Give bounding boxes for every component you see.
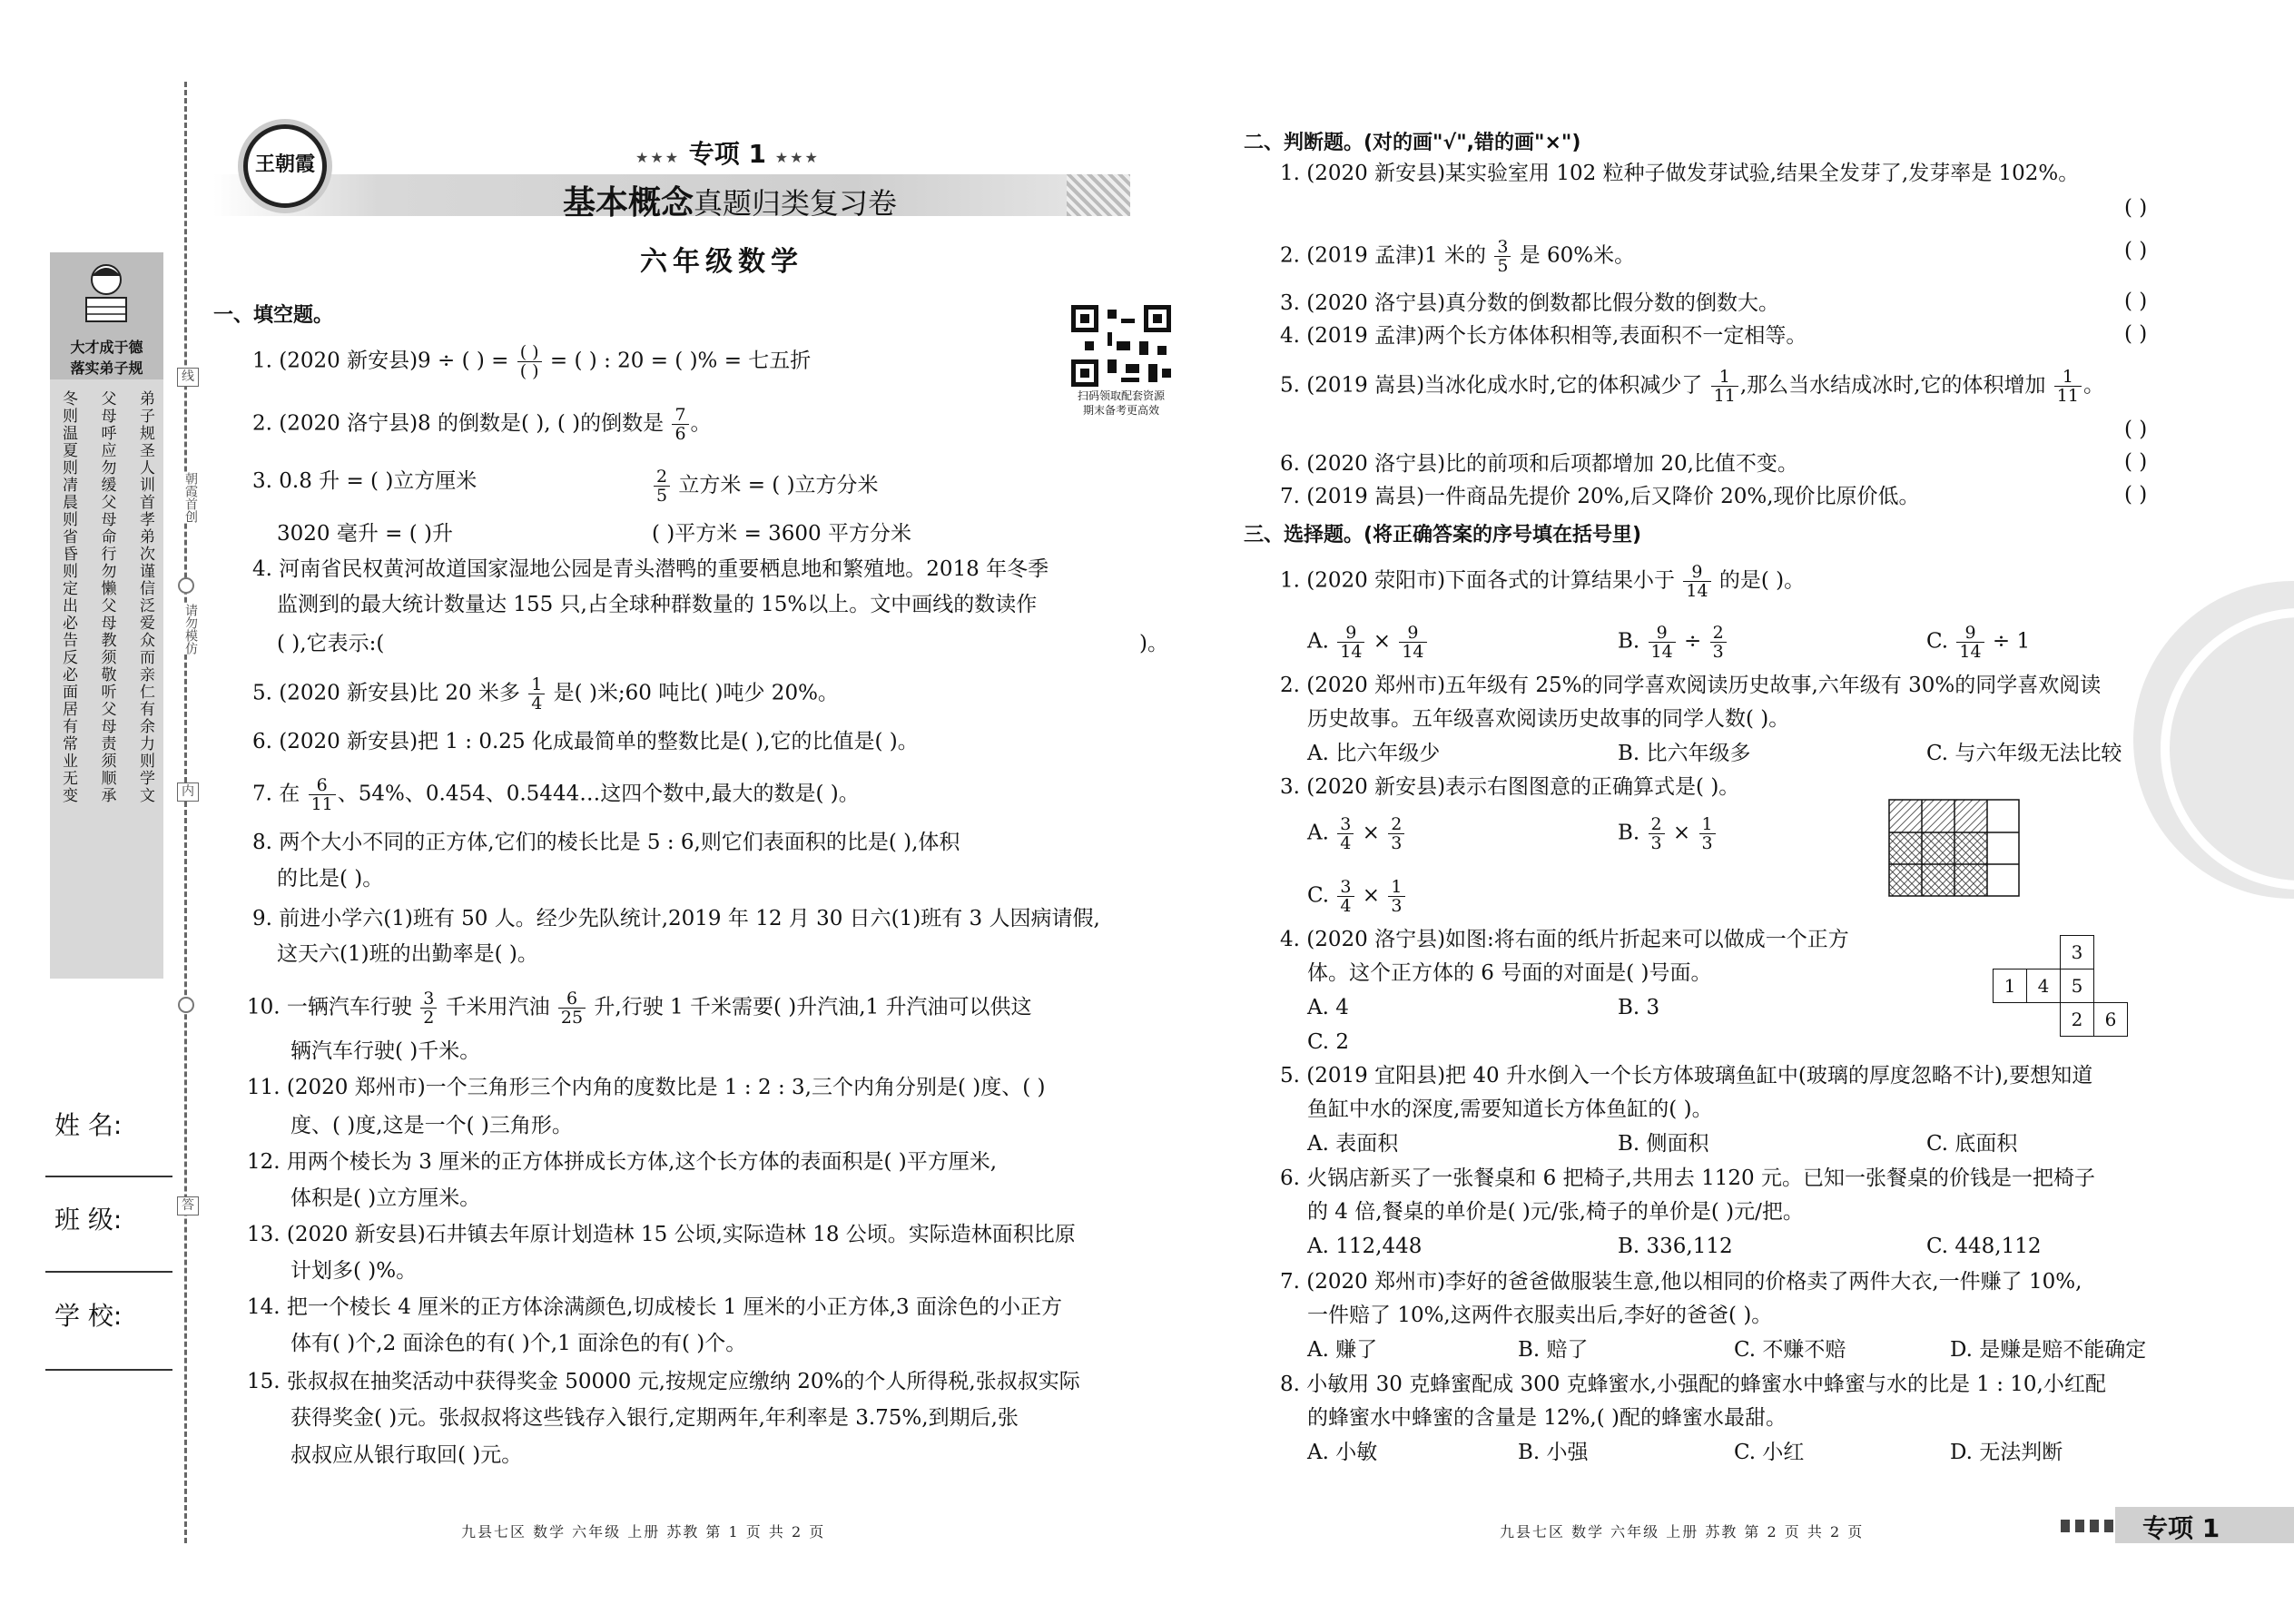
numerator: 6 bbox=[309, 776, 336, 795]
choice-4-line: 体。这个正方体的 6 号面的对面是( )号面。 bbox=[1307, 961, 1712, 985]
choice-1-option-a[interactable]: A. $\frac{9}{14}$ × $\frac{9}{14}$ bbox=[1307, 624, 1429, 661]
motto-phrase: 父母教 bbox=[97, 597, 116, 649]
choice-1 bbox=[1280, 563, 1805, 600]
choice-6-option-c[interactable]: C. 448,112 bbox=[1926, 1235, 2042, 1258]
question-text: 升,行驶 1 千米需要( )升汽油,1 升汽油可以供这 bbox=[594, 995, 1032, 1019]
class-field-label: 班 级: bbox=[54, 1205, 123, 1235]
qr-caption bbox=[1049, 389, 1194, 418]
question-15-line: 叔叔应从银行取回( )元。 bbox=[290, 1443, 523, 1467]
choice-6: 6. 火锅店新买了一张餐桌和 6 把椅子,共用去 1120 元。已知一张餐桌的价钱是一把椅子 bbox=[1280, 1166, 2095, 1190]
motto-phrase: 首孝弟 bbox=[136, 494, 154, 546]
option-label: C. bbox=[1926, 629, 1949, 654]
fold-label: 线 bbox=[177, 368, 199, 387]
stars-icon: ★★★ bbox=[635, 149, 681, 166]
page-footer: 九县七区 数学 六年级 上册 苏教 第 2 页 共 2 页 bbox=[1500, 1523, 1865, 1540]
motto-phrase: 夏则凊 bbox=[59, 442, 77, 494]
shaded-grid-figure bbox=[1888, 799, 2020, 897]
fraction bbox=[1710, 624, 1727, 661]
choice-2-option-b[interactable]: B. 比六年级多 bbox=[1618, 742, 1751, 765]
judge-1: 1. (2020 新安县)某实验室用 102 粒种子做发芽试验,结果全发芽了,发芽率是 102%。 bbox=[1280, 162, 2080, 185]
numerator: 9 bbox=[1399, 624, 1426, 643]
choice-4-option-a[interactable]: A. 4 bbox=[1307, 996, 1349, 1019]
question-text: 5. (2020 新安县)比 20 米多 bbox=[252, 681, 520, 705]
fold-label: 朝霞首创 bbox=[177, 472, 197, 523]
question-3a: 3. 0.8 升 = ( )立方厘米 bbox=[252, 469, 478, 493]
motto-phrase: 则学文 bbox=[136, 753, 154, 804]
choice-8: 8. 小敏用 30 克蜂蜜配成 300 克蜂蜜水,小强配的蜂蜜水中蜂蜜与水的比是 1 : 10,小红配 bbox=[1280, 1373, 2106, 1396]
choice-3-option-c[interactable]: C. $\frac{3}{4}$ × $\frac{1}{3}$ bbox=[1307, 878, 1407, 915]
denominator: 4 bbox=[1340, 896, 1352, 916]
judge-2 bbox=[1280, 238, 1635, 275]
answer-paren[interactable]: ( ) bbox=[2124, 290, 2148, 313]
question-9: 9. 前进小学六(1)班有 50 人。经少先队统计,2019 年 12 月 30 日六(1)班有 3 人因病请假, bbox=[252, 907, 1100, 930]
question-text: 的是( )。 bbox=[1718, 568, 1806, 593]
question-4-line: ( ),它表示:( bbox=[277, 632, 385, 655]
fraction bbox=[1399, 624, 1426, 661]
denominator: ( ) bbox=[519, 361, 539, 381]
class-field-line[interactable] bbox=[45, 1271, 172, 1273]
choice-3: 3. (2020 新安县)表示右图图意的正确算式是( )。 bbox=[1280, 775, 1740, 799]
question-5 bbox=[252, 675, 839, 713]
denominator: 3 bbox=[1391, 896, 1403, 916]
choice-8-option-d[interactable]: D. 无法判断 bbox=[1950, 1441, 2063, 1464]
motto-columns bbox=[59, 390, 154, 804]
question-3d: ( )平方米 = 3600 平方分米 bbox=[652, 522, 911, 546]
choice-7-line: 一件赔了 10%,这两件衣服卖出后,李好的爸爸( )。 bbox=[1307, 1304, 1773, 1327]
question-12-line: 体积是( )立方厘米。 bbox=[290, 1186, 481, 1210]
fraction bbox=[2054, 368, 2082, 405]
motto-phrase: 出必告 bbox=[59, 597, 77, 649]
choice-5-option-c[interactable]: C. 底面积 bbox=[1926, 1132, 2018, 1156]
fraction bbox=[1956, 624, 1984, 661]
question-10 bbox=[247, 989, 1032, 1027]
motto-phrase: 昏则定 bbox=[59, 546, 77, 597]
answer-paren[interactable]: ( ) bbox=[2124, 418, 2148, 441]
numerator: 1 bbox=[1711, 368, 1738, 387]
stars-icon: ★★★ bbox=[774, 149, 820, 166]
question-7 bbox=[252, 776, 860, 813]
motto-phrase: 冬则温 bbox=[59, 390, 77, 442]
denominator: 3 bbox=[1712, 642, 1724, 662]
answer-paren[interactable]: ( ) bbox=[2124, 450, 2148, 474]
fold-label: 内 bbox=[177, 782, 199, 802]
question-2: 2. (2020 洛宁县)8 的倒数是( ), ( )的倒数是 $\frac{7}{6}$ 。 bbox=[252, 405, 712, 444]
numerator: 9 bbox=[1683, 563, 1710, 582]
denominator: 6 bbox=[674, 424, 686, 444]
denominator: 3 bbox=[1701, 833, 1713, 853]
denominator: 14 bbox=[1686, 581, 1708, 601]
choice-5: 5. (2019 宜阳县)把 40 升水倒入一个长方体玻璃鱼缸中(玻璃的厚度忽略不计),要想知道 bbox=[1280, 1064, 2093, 1088]
fraction bbox=[654, 468, 670, 505]
numerator: 2 bbox=[1388, 815, 1404, 834]
fraction bbox=[528, 675, 545, 713]
name-field-label: 姓 名: bbox=[54, 1110, 123, 1140]
motto-column bbox=[98, 390, 116, 804]
motto-phrase: 父母责 bbox=[97, 701, 116, 753]
qr-caption-line: 扫码领取配套资源 bbox=[1077, 389, 1165, 402]
numerator: 3 bbox=[1337, 815, 1354, 834]
question-3c: 3020 毫升 = ( )升 bbox=[277, 522, 453, 546]
choice-2-option-a[interactable]: A. 比六年级少 bbox=[1307, 742, 1441, 765]
motto-phrase: 圣人训 bbox=[136, 442, 154, 494]
numerator: 2 bbox=[654, 468, 670, 487]
grade-title: 六年级数学 bbox=[640, 246, 803, 278]
question-11-line: 度、( )度,这是一个( )三角形。 bbox=[290, 1114, 573, 1137]
net-face: 6 bbox=[2093, 1002, 2128, 1037]
answer-paren[interactable]: ( ) bbox=[2124, 322, 2148, 346]
fold-label: 请勿模仿 bbox=[177, 604, 197, 655]
answer-paren[interactable]: ( ) bbox=[2124, 239, 2148, 262]
fraction bbox=[1337, 878, 1354, 915]
section-tag-label: 专项 1 bbox=[2142, 1513, 2220, 1543]
question-text: ,那么当水结成冰时,它的体积增加 bbox=[1739, 373, 2046, 398]
logo-text: 王朝霞 bbox=[254, 153, 315, 176]
numerator: 3 bbox=[1494, 238, 1511, 257]
choice-5-option-b[interactable]: B. 侧面积 bbox=[1618, 1132, 1709, 1156]
fraction bbox=[420, 989, 437, 1027]
option-label: B. bbox=[1618, 629, 1640, 654]
denominator: 5 bbox=[656, 486, 668, 506]
section-heading: 一、填空题。 bbox=[213, 304, 334, 327]
fraction bbox=[1388, 878, 1404, 915]
question-15: 15. 张叔叔在抽奖活动中获得奖金 50000 元,按规定应缴纳 20%的个人所得税,张叔叔实际 bbox=[247, 1370, 1080, 1393]
motto-title: 大才成于德 bbox=[70, 339, 143, 356]
publisher-logo bbox=[243, 124, 327, 208]
motto-column bbox=[136, 390, 154, 804]
question-1 bbox=[252, 343, 811, 380]
question-text: 5. (2019 嵩县)当冰化成水时,它的体积减少了 bbox=[1280, 373, 1703, 398]
choice-7-option-b[interactable]: B. 赔了 bbox=[1518, 1338, 1589, 1362]
question-10-line: 辆汽车行驶( )千米。 bbox=[290, 1039, 481, 1063]
motto-phrase: 而亲仁 bbox=[136, 649, 154, 701]
choice-7-option-a[interactable]: A. 赚了 bbox=[1307, 1338, 1378, 1362]
motto-phrase: 弟子规 bbox=[136, 390, 154, 442]
watermark-seal bbox=[2133, 581, 2294, 899]
choice-4: 4. (2020 洛宁县)如图:将右面的纸片折起来可以做成一个正方 bbox=[1280, 928, 1849, 951]
school-field-line[interactable] bbox=[45, 1369, 172, 1371]
choice-7-option-c[interactable]: C. 不赚不赔 bbox=[1734, 1338, 1846, 1362]
fraction bbox=[1711, 368, 1738, 405]
motto-column bbox=[59, 390, 77, 804]
motto-phrase: 次谨信 bbox=[136, 546, 154, 597]
choice-7-option-d[interactable]: D. 是赚是赔不能确定 bbox=[1950, 1338, 2147, 1362]
denominator: 11 bbox=[310, 794, 333, 814]
series-text: 专项 1 bbox=[688, 139, 767, 169]
choice-2: 2. (2020 郑州市)五年级有 25%的同学喜欢阅读历史故事,六年级有 30%的同学喜欢阅读 bbox=[1280, 674, 2102, 697]
denominator: 14 bbox=[1402, 642, 1424, 662]
option-label: A. bbox=[1307, 629, 1329, 654]
fraction bbox=[1649, 624, 1676, 661]
question-14-line: 体有( )个,2 面涂色的有( )个,1 面涂色的有( )个。 bbox=[290, 1332, 747, 1355]
option-label: C. bbox=[1307, 883, 1330, 908]
choice-4-option-b[interactable]: B. 3 bbox=[1618, 996, 1660, 1019]
numerator: 1 bbox=[1699, 815, 1716, 834]
numerator: 1 bbox=[1388, 878, 1404, 897]
question-4-line: 监测到的最大统计数量达 155 只,占全球种群数量的 15%以上。文中画线的数读作 bbox=[277, 593, 1038, 616]
motto-phrase: 业无变 bbox=[59, 753, 77, 804]
net-face: 3 bbox=[2060, 935, 2094, 969]
numerator: ( ) bbox=[517, 343, 542, 362]
choice-1-option-c[interactable]: C. $\frac{9}{14}$ ÷ 1 bbox=[1926, 623, 2031, 662]
numerator: 6 bbox=[558, 989, 586, 1009]
fold-circle-icon bbox=[178, 577, 194, 594]
scholar-illustration-icon bbox=[79, 260, 133, 332]
question-text: 是( )米;60 吨比( )吨少 20%。 bbox=[553, 681, 839, 705]
denominator: 3 bbox=[1650, 833, 1662, 853]
option-label: B. bbox=[1618, 821, 1640, 845]
denominator: 14 bbox=[1340, 642, 1363, 662]
question-text: 7. 在 bbox=[252, 782, 300, 806]
choice-1-option-b[interactable]: B. $\frac{9}{14}$ ÷ $\frac{2}{3}$ bbox=[1618, 624, 1728, 661]
numerator: 3 bbox=[420, 989, 437, 1009]
answer-paren[interactable]: ( ) bbox=[2124, 196, 2148, 220]
question-text: 、54%、0.454、0.5444…这四个数中,最大的数是( )。 bbox=[337, 782, 860, 806]
choice-2-line: 历史故事。五年级喜欢阅读历史故事的同学人数( )。 bbox=[1307, 707, 1790, 731]
motto-phrase: 晨则省 bbox=[59, 494, 77, 546]
net-face: 4 bbox=[2026, 969, 2061, 1003]
title-bold: 基本概念 bbox=[563, 184, 694, 221]
judge-6: 6. (2020 洛宁县)比的前项和后项都增加 20,比值不变。 bbox=[1280, 452, 1798, 476]
question-8-line: 的比是( )。 bbox=[277, 867, 384, 891]
denominator: 25 bbox=[560, 1008, 584, 1028]
motto-phrase: 有余力 bbox=[136, 701, 154, 753]
choice-8-option-c[interactable]: C. 小红 bbox=[1734, 1441, 1805, 1464]
denominator: 5 bbox=[1497, 256, 1509, 276]
denominator: 4 bbox=[531, 694, 543, 714]
section-tag bbox=[2061, 1507, 2294, 1543]
choice-8-line: 的蜂蜜水中蜂蜜的含量是 12%,( )配的蜂蜜水最甜。 bbox=[1307, 1406, 1787, 1430]
choice-5-line: 鱼缸中水的深度,需要知道长方体鱼缸的( )。 bbox=[1307, 1097, 1713, 1121]
fold-label: 答 bbox=[177, 1196, 199, 1216]
school-field-label: 学 校: bbox=[54, 1301, 123, 1331]
fraction bbox=[1494, 238, 1511, 275]
net-face: 1 bbox=[1993, 969, 2027, 1003]
motto-phrase: 应勿缓 bbox=[97, 442, 116, 494]
denominator: 14 bbox=[1959, 642, 1982, 662]
motto-phrase: 父母命 bbox=[97, 494, 116, 546]
judge-7: 7. (2019 嵩县)一件商品先提价 20%,后又降价 20%,现价比原价低。 bbox=[1280, 485, 1920, 508]
numerator: 3 bbox=[1337, 878, 1354, 897]
denominator: 4 bbox=[1340, 833, 1352, 853]
numerator: 9 bbox=[1337, 624, 1364, 643]
motto-panel bbox=[50, 252, 163, 979]
denominator: 14 bbox=[1650, 642, 1673, 662]
question-4-end: )。 bbox=[1139, 632, 1168, 655]
denominator: 11 bbox=[1713, 386, 1736, 406]
numerator: 9 bbox=[1956, 624, 1984, 643]
page-footer: 九县七区 数学 六年级 上册 苏教 第 1 页 共 2 页 bbox=[461, 1523, 826, 1540]
question-text: 是 60%米。 bbox=[1519, 243, 1636, 268]
question-3b bbox=[652, 468, 879, 505]
fraction bbox=[517, 343, 542, 380]
judge-3: 3. (2020 洛宁县)真分数的倒数都比假分数的倒数大。 bbox=[1280, 291, 1780, 315]
page-title bbox=[563, 177, 897, 223]
question-text: 2. (2020 洛宁县)8 的倒数是( ), ( )的倒数是 bbox=[252, 411, 665, 436]
fraction bbox=[1649, 815, 1665, 852]
question-13-line: 计划多( )%。 bbox=[290, 1259, 418, 1283]
motto-phrase: 居有常 bbox=[59, 701, 77, 753]
question-15-line: 获得奖金( )元。张叔叔将这些钱存入银行,定期两年,年利率是 3.75%,到期后,张 bbox=[290, 1406, 1019, 1430]
question-text: 1. (2020 新安县)9 ÷ ( ) = bbox=[252, 349, 509, 373]
answer-paren[interactable]: ( ) bbox=[2124, 483, 2148, 507]
numerator: 9 bbox=[1649, 624, 1676, 643]
choice-3-option-b[interactable]: B. $\frac{2}{3}$ × $\frac{1}{3}$ bbox=[1618, 815, 1718, 852]
title-rest: 真题归类复习卷 bbox=[694, 186, 898, 221]
choice-4-option-c[interactable]: C. 2 bbox=[1307, 1030, 1350, 1054]
numerator: 1 bbox=[2054, 368, 2082, 387]
fraction bbox=[1337, 624, 1364, 661]
motto-header bbox=[50, 252, 163, 379]
qr-code-icon[interactable] bbox=[1071, 304, 1171, 388]
question-text: 10. 一辆汽车行驶 bbox=[247, 995, 412, 1019]
fraction bbox=[1388, 815, 1404, 852]
net-face: 2 bbox=[2060, 1002, 2094, 1037]
numerator: 1 bbox=[528, 675, 545, 694]
fraction bbox=[1337, 815, 1354, 852]
motto-phrase: 须敬听 bbox=[97, 649, 116, 701]
denominator: 3 bbox=[1391, 833, 1403, 853]
question-9-line: 这天六(1)班的出勤率是( )。 bbox=[277, 942, 538, 966]
motto-title: 落实弟子规 bbox=[70, 359, 143, 377]
motto-phrase: 父母呼 bbox=[97, 390, 116, 442]
question-text: 1. (2020 荥阳市)下面各式的计算结果小于 bbox=[1280, 568, 1676, 593]
question-6: 6. (2020 新安县)把 1 : 0.25 化成最简单的整数比是( ),它的比值是( )。 bbox=[252, 730, 919, 753]
choice-7: 7. (2020 郑州市)李好的爸爸做服装生意,他以相同的价格卖了两件大衣,一件赚了 10%, bbox=[1280, 1270, 2082, 1294]
choice-6-option-b[interactable]: B. 336,112 bbox=[1618, 1235, 1733, 1258]
fraction bbox=[672, 406, 688, 443]
question-11: 11. (2020 郑州市)一个三角形三个内角的度数比是 1 : 2 : 3,三个内角分别是( )度、( ) bbox=[247, 1076, 1046, 1099]
judge-4: 4. (2019 孟津)两个长方体体积相等,表面积不一定相等。 bbox=[1280, 324, 1807, 348]
choice-6-line: 的 4 倍,餐桌的单价是( )元/张,椅子的单价是( )元/把。 bbox=[1307, 1200, 1804, 1224]
qr-caption-line: 期末备考更高效 bbox=[1082, 404, 1159, 417]
question-4: 4. 河南省民权黄河故道国家湿地公园是青头潜鸭的重要栖息地和繁殖地。2018 年冬季 bbox=[252, 557, 1049, 581]
name-field-line[interactable] bbox=[45, 1176, 172, 1177]
denominator: 11 bbox=[2056, 386, 2079, 406]
numerator: 7 bbox=[672, 406, 688, 425]
motto-phrase: 泛爱众 bbox=[136, 597, 154, 649]
motto-phrase: 行勿懒 bbox=[97, 546, 116, 597]
section-heading: 三、选择题。(将正确答案的序号填在括号里) bbox=[1244, 524, 1642, 546]
choice-8-option-b[interactable]: B. 小强 bbox=[1518, 1441, 1589, 1464]
fraction bbox=[309, 776, 336, 813]
net-face: 5 bbox=[2060, 969, 2094, 1003]
judge-5 bbox=[1280, 368, 2104, 405]
choice-3-option-a[interactable]: A. $\frac{3}{4}$ × $\frac{2}{3}$ bbox=[1307, 815, 1406, 852]
choice-8-option-a[interactable]: A. 小敏 bbox=[1307, 1441, 1378, 1464]
question-13: 13. (2020 新安县)石井镇去年原计划造林 15 公顷,实际造林 18 公顷。实际造林面积比原 bbox=[247, 1223, 1076, 1246]
question-text: 。 bbox=[2082, 373, 2104, 398]
fraction bbox=[1699, 815, 1716, 852]
fraction bbox=[1683, 563, 1710, 600]
series-label bbox=[635, 134, 820, 171]
question-8: 8. 两个大小不同的正方体,它们的棱长比是 5 : 6,则它们表面积的比是( ),体积 bbox=[252, 831, 960, 854]
question-text: 千米用汽油 bbox=[445, 995, 550, 1019]
fold-line bbox=[184, 82, 187, 1543]
question-text: 立方米 = ( )立方分米 bbox=[678, 473, 879, 497]
choice-6-option-a[interactable]: A. 112,448 bbox=[1307, 1235, 1423, 1258]
numerator: 2 bbox=[1710, 624, 1727, 643]
option-label: A. bbox=[1307, 821, 1329, 845]
choice-2-option-c[interactable]: C. 与六年级无法比较 bbox=[1926, 742, 2122, 765]
fraction bbox=[558, 989, 586, 1027]
denominator: 2 bbox=[423, 1008, 435, 1028]
question-12: 12. 用两个棱长为 3 厘米的正方体拼成长方体,这个长方体的表面积是( )平方厘米, bbox=[247, 1150, 998, 1174]
question-text: 2. (2019 孟津)1 米的 bbox=[1280, 243, 1486, 268]
section-heading: 二、判断题。(对的画"√",错的画"×") bbox=[1244, 132, 1581, 154]
numerator: 2 bbox=[1649, 815, 1665, 834]
question-text: = ( ) : 20 = ( )% = 七五折 bbox=[549, 349, 812, 373]
choice-5-option-a[interactable]: A. 表面积 bbox=[1307, 1132, 1399, 1156]
motto-phrase: 反必面 bbox=[59, 649, 77, 701]
question-14: 14. 把一个棱长 4 厘米的正方体涂满颜色,切成棱长 1 厘米的小正方体,3 面涂色的小正方 bbox=[247, 1295, 1062, 1319]
fold-circle-icon bbox=[178, 997, 194, 1013]
motto-phrase: 须顺承 bbox=[97, 753, 116, 804]
dots-icon bbox=[2061, 1520, 2115, 1532]
